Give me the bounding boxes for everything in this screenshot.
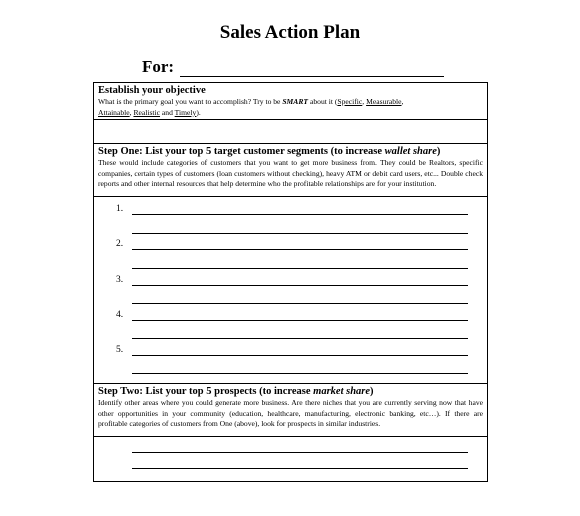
item-number: 2. bbox=[116, 239, 124, 249]
objective-section bbox=[94, 83, 487, 118]
write-line[interactable] bbox=[132, 452, 468, 453]
item-number: 3. bbox=[116, 275, 124, 285]
write-line[interactable] bbox=[132, 249, 468, 250]
for-row bbox=[142, 57, 444, 77]
objective-answer-area[interactable] bbox=[94, 120, 487, 143]
for-label: For: bbox=[142, 57, 175, 76]
write-line[interactable] bbox=[132, 233, 468, 234]
write-line[interactable] bbox=[132, 285, 468, 286]
write-line[interactable] bbox=[132, 268, 468, 269]
write-line[interactable] bbox=[132, 214, 468, 215]
step-one-heading: Step One: List your top 5 target customer segments (to increase wallet share) bbox=[98, 146, 441, 157]
form-box bbox=[93, 82, 488, 482]
write-line[interactable] bbox=[132, 338, 468, 339]
step-two-heading: Step Two: List your top 5 prospects (to increase market share) bbox=[98, 386, 374, 397]
page-title: Sales Action Plan bbox=[219, 22, 361, 43]
write-line[interactable] bbox=[132, 468, 468, 469]
write-line[interactable] bbox=[132, 373, 468, 374]
for-input-line[interactable] bbox=[180, 59, 444, 77]
step-one-section bbox=[94, 144, 487, 190]
objective-description: What is the primary goal you want to accomplish? Try to be SMART about it (Specific, Measurable, Attainable, Realistic and Timely). bbox=[98, 97, 404, 117]
divider bbox=[94, 436, 487, 437]
item-number: 4. bbox=[116, 310, 124, 320]
objective-heading: Establish your objective bbox=[98, 85, 206, 96]
item-number: 5. bbox=[116, 345, 124, 355]
step-two-section bbox=[94, 384, 487, 430]
step-one-description: These would include categories of customers that you want to get more business from. They could be Realtors, specific companies, certain types of customers (loan customers without checking), heavy ATM or debit card users, etc... Double check reports and other internal resources that help determine who the profitable relationships are for your institution. bbox=[98, 158, 483, 188]
write-line[interactable] bbox=[132, 355, 468, 356]
divider bbox=[94, 196, 487, 197]
write-line[interactable] bbox=[132, 303, 468, 304]
step-two-description: Identify other areas where you could generate more business. Are there niches that you are currently serving now that have other opportunities in your community (education, healthcare, manufacturing, electronic banking, etc…). If there are profitable categories of customers from One (above), look for prospects in similar industries. bbox=[98, 398, 483, 428]
item-number: 1. bbox=[116, 204, 124, 214]
write-line[interactable] bbox=[132, 320, 468, 321]
